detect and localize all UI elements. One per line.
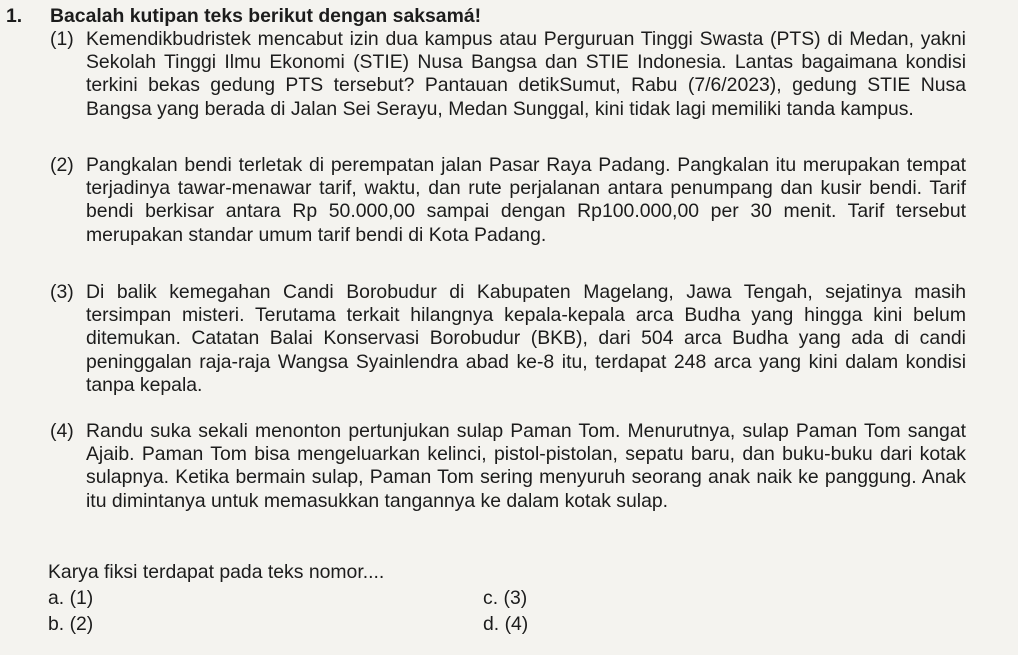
passage-4-label: (4)	[50, 420, 74, 442]
question-number: 1.	[6, 5, 23, 27]
passage-2-text: Pangkalan bendi terletak di perempatan jalan Pasar Raya Padang. Pangkalan itu merupakan tempat terjadinya tawar-menawar tarif, waktu, dan rute perjalanan antara penumpang dan kusir bendi. Tarif bendi berkisar antara Rp 50.000,00 sampai dengan Rp100.000,00 per 30 menit. Tarif tersebut merupakan standar umum tarif bendi di Kota Padang.	[86, 154, 966, 246]
option-c[interactable]	[483, 587, 527, 610]
option-a-value: (1)	[69, 587, 94, 609]
passage-1-label: (1)	[50, 28, 74, 50]
option-a[interactable]	[48, 587, 93, 610]
passage-2-label: (2)	[50, 154, 74, 176]
option-d[interactable]	[483, 613, 528, 636]
passage-3	[50, 281, 966, 397]
passage-4	[50, 420, 966, 513]
option-b[interactable]	[48, 613, 93, 636]
option-b-value: (2)	[69, 613, 94, 635]
option-d-value: (4)	[504, 613, 529, 635]
passage-1-text: Kemendikbudristek mencabut izin dua kampus atau Perguruan Tinggi Swasta (PTS) di Medan, yakni Sekolah Tinggi Ilmu Ekonomi (STIE) Nusa Bangsa dan STIE Indonesia. Lantas bagaimana kondisi terkini bekas gedung PTS tersebut? Pantauan detikSumut, Rabu (7/6/2023), gedung STIE Nusa Bangsa yang berada di Jalan Sei Serayu, Medan Sunggal, kini tidak lagi memiliki tanda kampus.	[86, 28, 966, 120]
passage-3-label: (3)	[50, 281, 74, 303]
option-d-letter: d.	[483, 613, 500, 635]
question-instruction: Bacalah kutipan teks berikut dengan saksamá!	[50, 5, 482, 27]
passage-2	[50, 154, 966, 247]
question-prompt: Karya fiksi terdapat pada teks nomor....	[48, 561, 385, 583]
passage-4-text: Randu suka sekali menonton pertunjukan sulap Paman Tom. Menurutnya, sulap Paman Tom sangat Ajaib. Paman Tom bisa mengeluarkan kelinci, pistol-pistolan, sepatu baru, dan buku-buku dari kotak sulapnya. Ketika bermain sulap, Paman Tom sering menyuruh seorang anak naik ke panggung. Anak itu dimintanya untuk memasukkan tangannya ke dalam kotak sulap.	[86, 420, 966, 512]
passage-3-text: Di balik kemegahan Candi Borobudur di Kabupaten Magelang, Jawa Tengah, sejatinya masih tersimpan misteri. Terutama terkait hilangnya kepala-kepala arca Budha yang hingga kini belum ditemukan. Catatan Balai Konservasi Borobudur (BKB), dari 504 arca Budha yang ada di candi peninggalan raja-raja Wangsa Syainlendra abad ke-8 itu, terdapat 248 arca yang kini dalam kondisi tanpa kepala.	[86, 281, 966, 396]
option-a-letter: a.	[48, 587, 65, 609]
passage-1	[50, 28, 966, 121]
option-c-letter: c.	[483, 587, 499, 609]
option-c-value: (3)	[503, 587, 528, 609]
option-b-letter: b.	[48, 613, 65, 635]
